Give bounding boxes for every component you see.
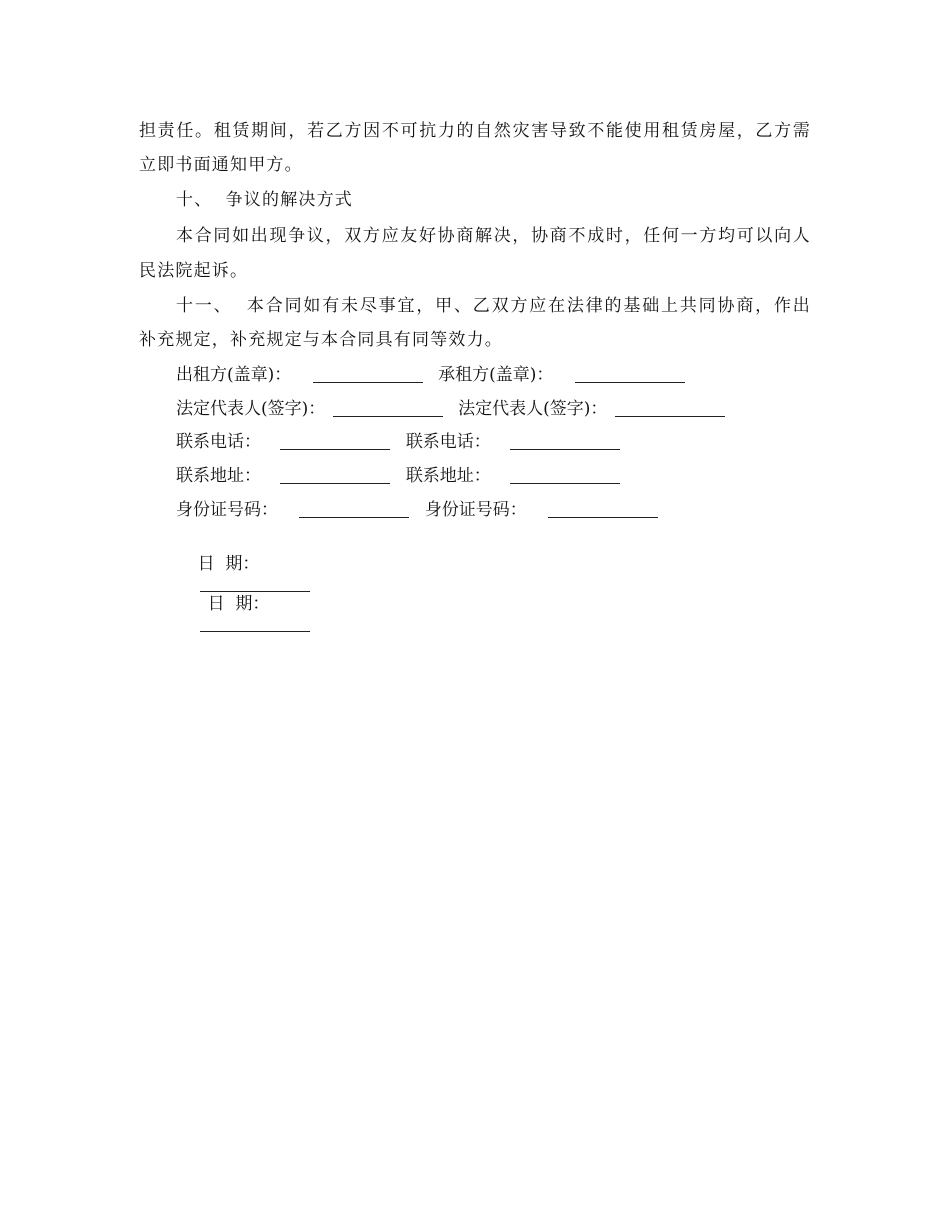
lessee-id-blank[interactable] xyxy=(548,501,658,518)
signature-row-address xyxy=(176,466,620,488)
lessee-seal-label: 承租方(盖章)： xyxy=(438,365,554,385)
lessee-address-label: 联系地址： xyxy=(405,466,491,486)
lessee-phone-label: 联系电话： xyxy=(405,432,491,452)
signature-row-representative xyxy=(176,399,725,421)
lessee-date-label: 日 期： xyxy=(207,594,270,614)
lessee-seal-blank[interactable] xyxy=(575,366,685,383)
paragraph-line: 十一、 本合同如有未尽事宜，甲、乙双方应在法律的基础上共同协商，作出 xyxy=(176,296,811,316)
lessor-seal-label: 出租方(盖章)： xyxy=(176,365,292,385)
lessor-representative-label: 法定代表人(签字)： xyxy=(176,399,326,419)
lessor-seal-blank[interactable] xyxy=(313,366,423,383)
paragraph-line: 民法院起诉。 xyxy=(139,261,249,281)
lessee-phone-blank[interactable] xyxy=(510,433,620,450)
lessor-id-blank[interactable] xyxy=(299,501,409,518)
paragraph-line: 担责任。租赁期间，若乙方因不可抗力的自然灾害导致不能使用租赁房屋，乙方需 xyxy=(139,121,811,141)
signature-row-date xyxy=(176,534,310,614)
lessee-date-blank[interactable] xyxy=(200,615,310,632)
lessor-date-blank[interactable] xyxy=(200,575,310,592)
paragraph-line: 立即书面通知甲方。 xyxy=(139,155,303,175)
signature-row-seal xyxy=(176,365,685,387)
lessee-representative-blank[interactable] xyxy=(615,400,725,417)
lessor-address-blank[interactable] xyxy=(280,467,390,484)
lessor-phone-label: 联系电话： xyxy=(176,432,261,452)
lessor-id-label: 身份证号码： xyxy=(176,500,278,520)
signature-row-phone xyxy=(176,432,620,454)
paragraph-line: 本合同如出现争议，双方应友好协商解决，协商不成时，任何一方均可以向人 xyxy=(176,226,811,246)
lessee-address-blank[interactable] xyxy=(510,467,620,484)
section-heading: 十、 争议的解决方式 xyxy=(176,190,354,210)
lessee-representative-label: 法定代表人(签字)： xyxy=(458,399,608,419)
lessor-representative-blank[interactable] xyxy=(333,400,443,417)
lessor-address-label: 联系地址： xyxy=(176,466,261,486)
lessor-date-label: 日 期： xyxy=(197,554,260,574)
signature-row-id-number xyxy=(176,500,658,522)
lessor-phone-blank[interactable] xyxy=(280,433,390,450)
lessee-id-label: 身份证号码： xyxy=(424,500,527,520)
paragraph-line: 补充规定，补充规定与本合同具有同等效力。 xyxy=(139,330,503,350)
